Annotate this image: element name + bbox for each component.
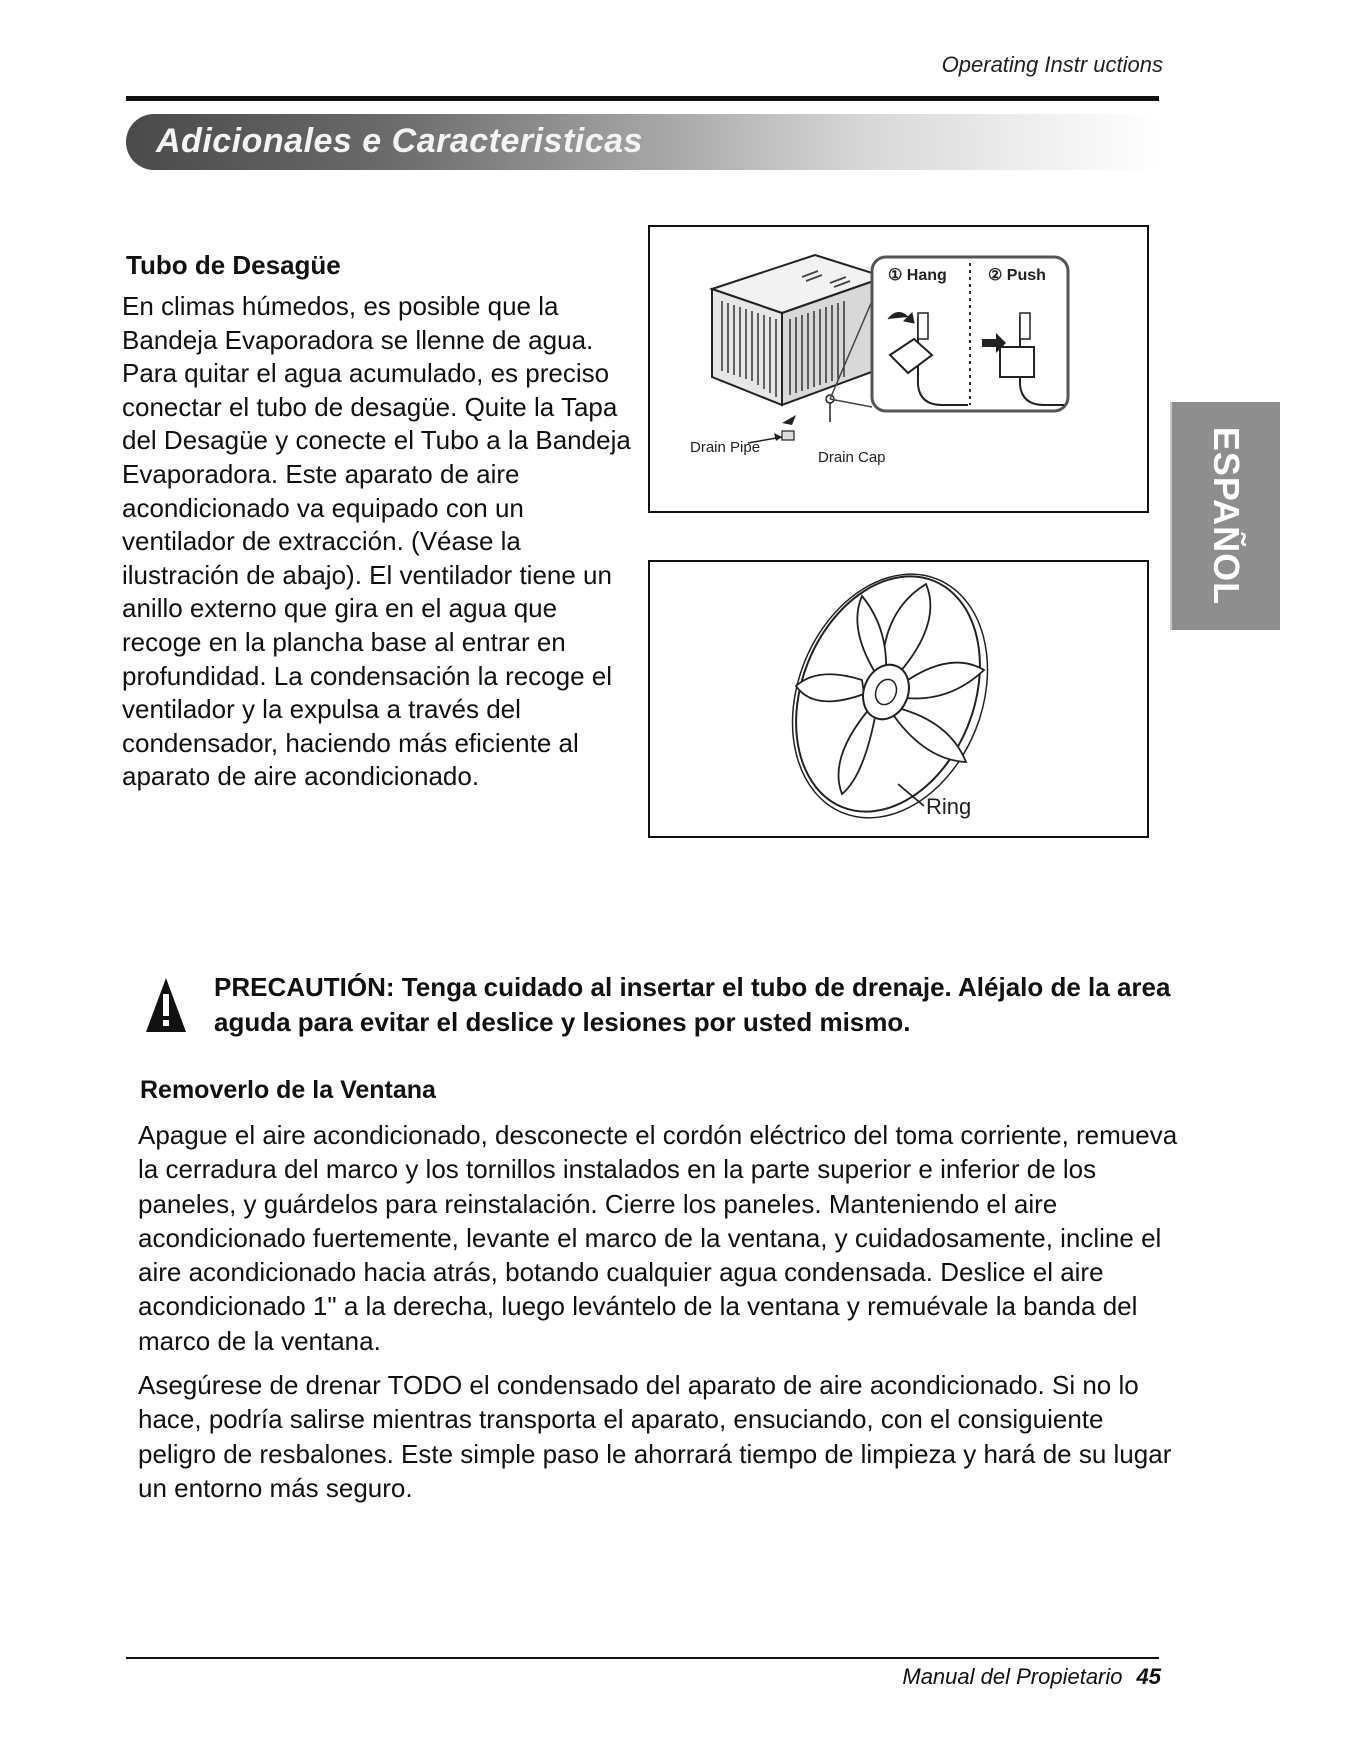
banner-title: Adicionales e Caracteristicas — [156, 122, 643, 160]
manual-label: Manual del Propietario — [902, 1664, 1123, 1689]
header-section-label: Operating Instr uctions — [941, 52, 1163, 77]
drain-cap-label: Drain Cap — [818, 449, 886, 466]
drain-figure — [648, 225, 1149, 513]
top-rule — [126, 96, 1159, 101]
ring-label: Ring — [926, 794, 972, 819]
remover-heading: Removerlo de la Ventana — [140, 1076, 436, 1104]
warning-icon — [144, 976, 188, 1036]
push-label: ② Push — [988, 267, 1046, 284]
caution-text: PRECAUTIÓN: Tenga cuidado al insertar el tubo de drenaje. Aléjalo de la area aguda para evitar el deslice y lesiones por usted mismo. — [214, 972, 1171, 1037]
footer — [902, 1664, 1161, 1690]
tubo-heading: Tubo de Desagüe — [126, 250, 341, 280]
bottom-rule — [126, 1657, 1159, 1659]
drain-pipe-label: Drain Pipe — [690, 439, 761, 456]
exhaust-fan-illustration — [650, 562, 1147, 836]
fan-figure — [648, 560, 1149, 838]
language-side-tab — [1170, 402, 1280, 630]
language-label: ESPAÑOL — [1206, 426, 1247, 606]
page-number: 45 — [1136, 1664, 1161, 1689]
asegure-paragraph: Asegúrese de drenar TODO el condensado del aparato de aire acondicionado. Si no lo hace, podría salirse mientras transporta el aparato, ensuciando, con el consiguiente peligro de resbalones. Este simple paso le ahorrará tiempo de limpieza y hará de su lugar un entorno más seguro. — [138, 1370, 1172, 1503]
remover-paragraph: Apague el aire acondicionado, desconecte el cordón eléctrico del toma corriente, remueva la cerradura del marco y los tornillos instalados en la parte superior e inferior de los paneles, y guárdelos para reinstalación. Cierre los paneles. Manteniendo el aire acondicionado fuertemente, levante el marco de la ventana, y cuidadosamente, incline el aire acondicionado hacia atrás, botando cualquier agua condensada. Deslice el aire acondicionado 1" a la derecha, luego levántelo de la ventana y remuévale la banda del marco de la ventana. — [138, 1120, 1178, 1356]
tubo-paragraph: En climas húmedos, es posible que la Bandeja Evaporadora se llenne de agua. Para quitar el agua acumulado, es preciso conectar el tubo de desagüe. Quite la Tapa del Desagüe y conecte el Tubo a la Bandeja Evaporadora. Este aparato de aire acondicionado va equipado con un ventilador de extracción. (Véase la ilustración de abajo). El ventilador tiene un anillo externo que gira en el agua que recoge en la plancha base al entrar en profundidad. La condensación la recoge el ventilador y la expulsa a través del condensador, haciendo más eficiente al aparato de aire acondicionado. — [122, 291, 631, 792]
hang-label: ① Hang — [888, 267, 947, 284]
section-banner — [126, 114, 1159, 170]
